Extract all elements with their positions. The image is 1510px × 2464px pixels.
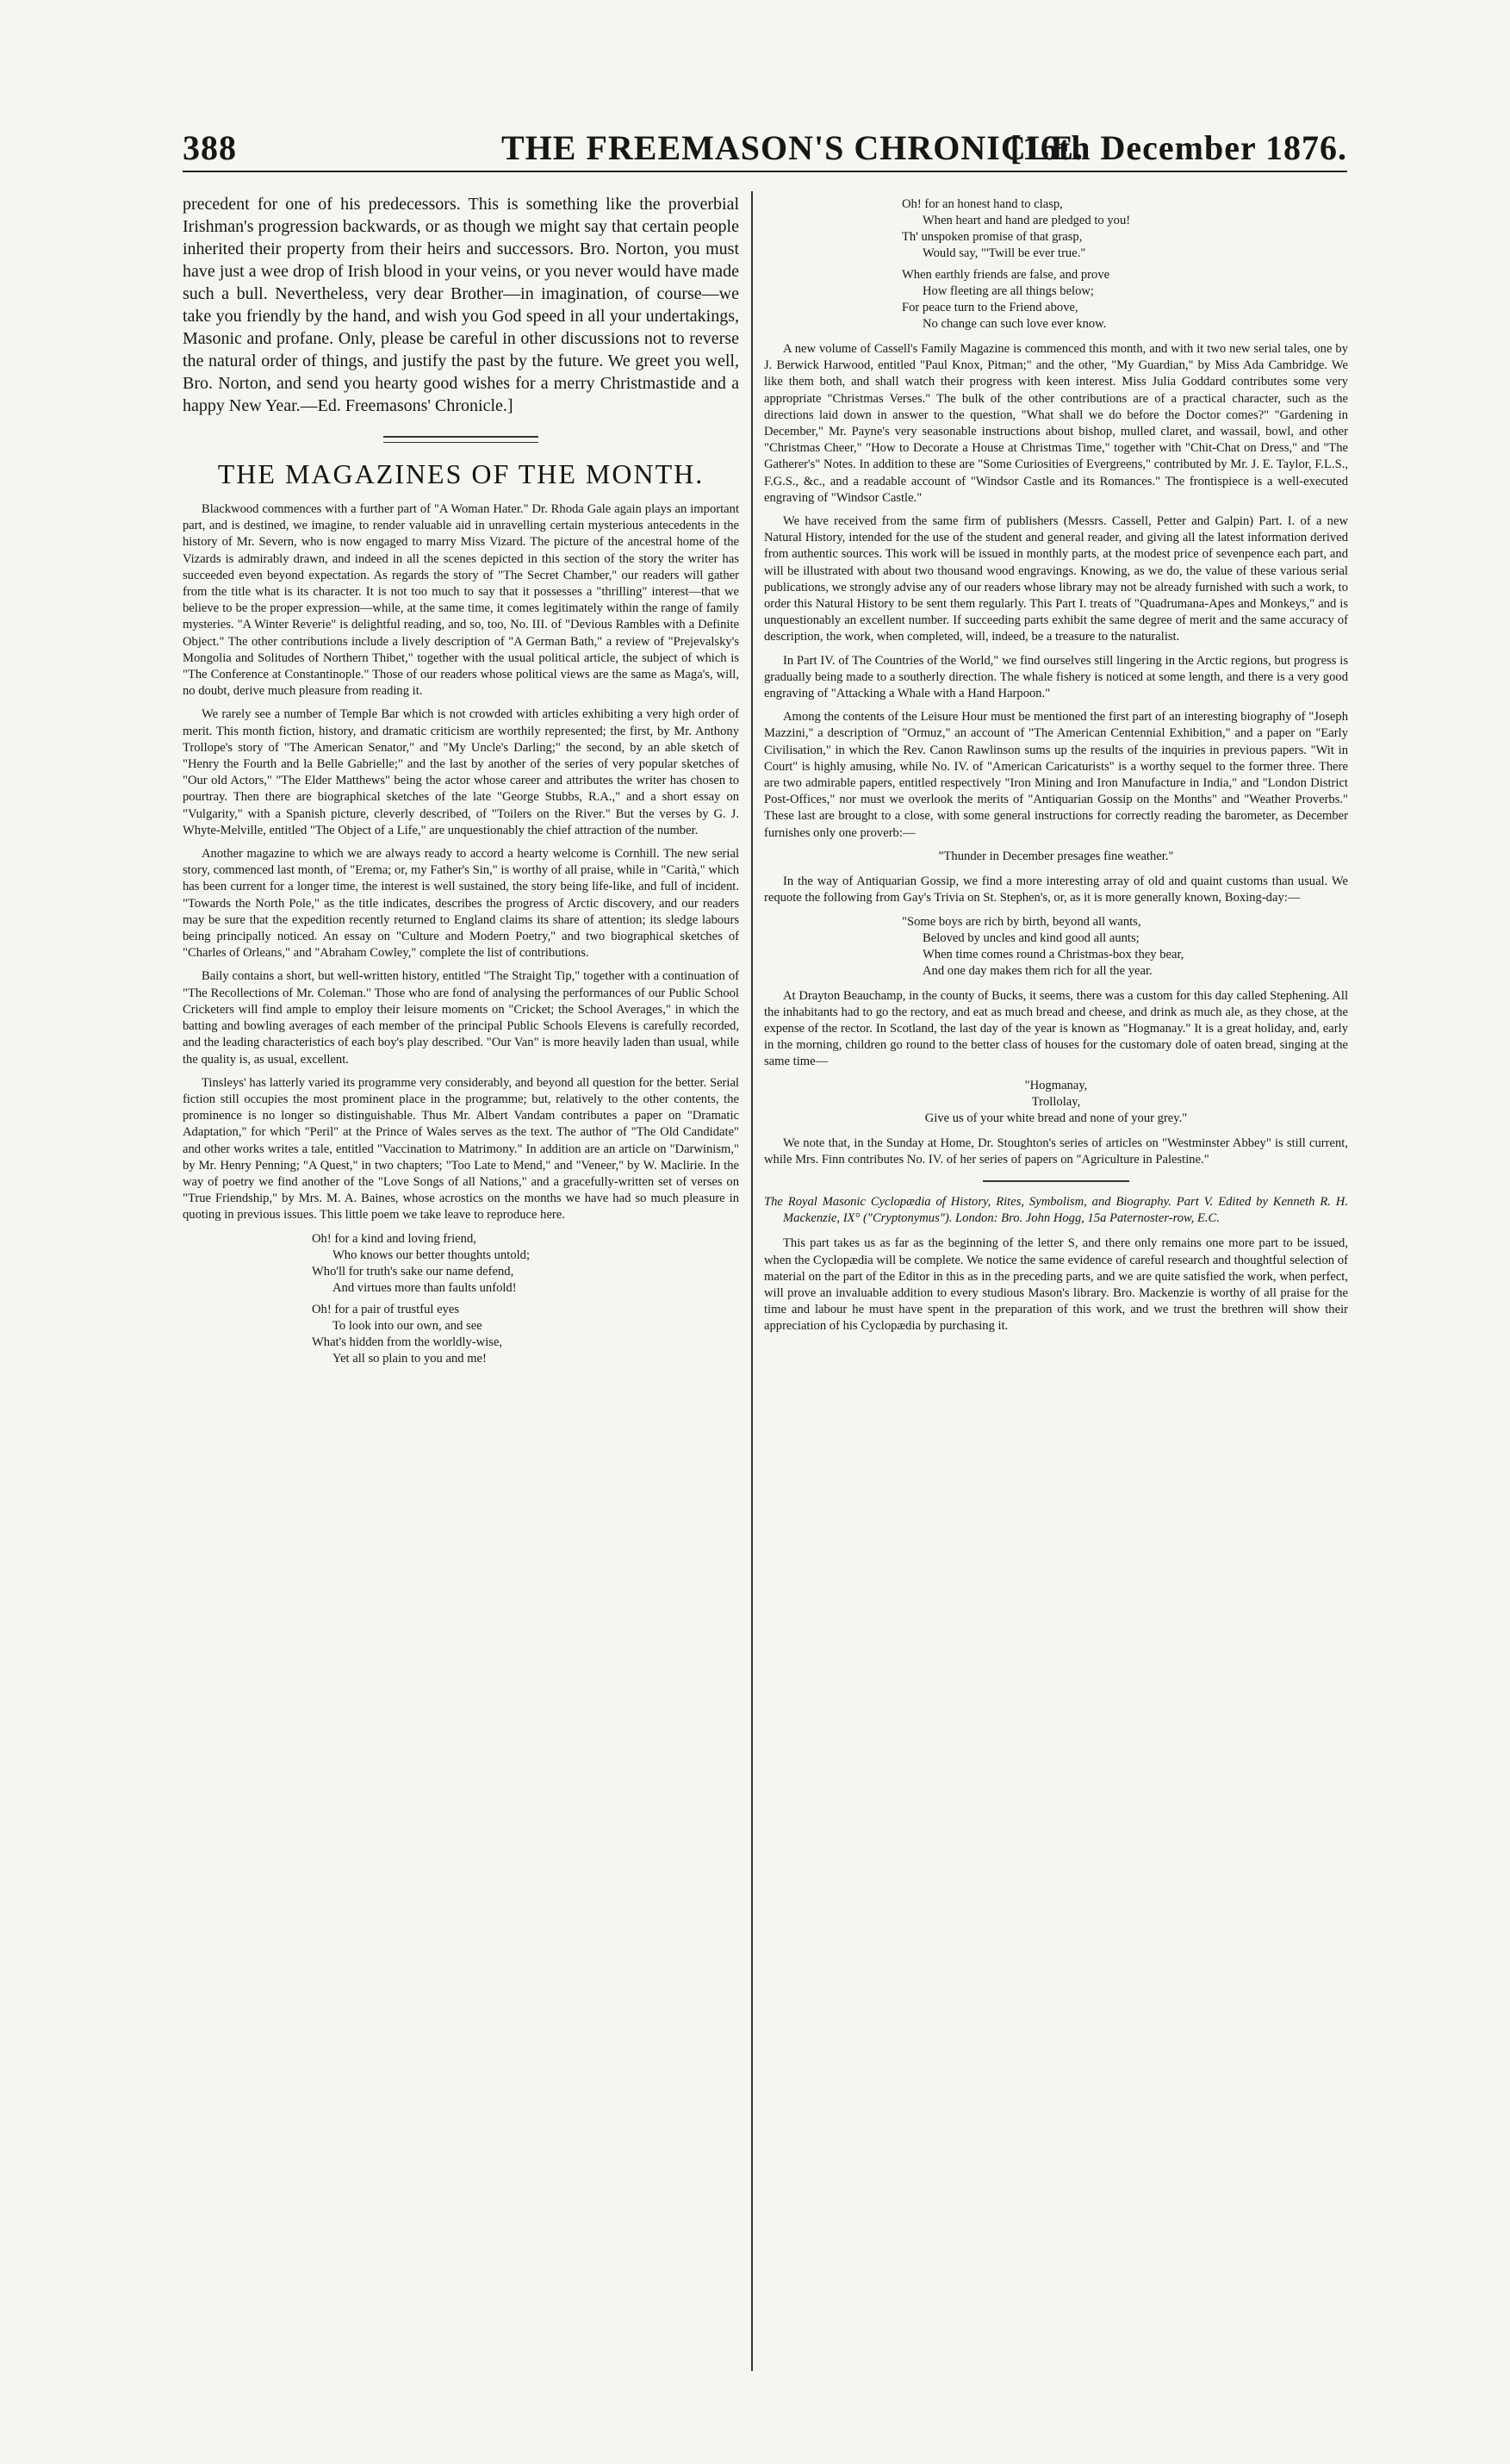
poem-line: Oh! for a kind and loving friend, [312, 1231, 476, 1246]
proverb-quote: "Thunder in December presages fine weather." [938, 849, 1174, 863]
poem-line: No change can such love ever know. [923, 317, 1107, 331]
poem-line: For peace turn to the Friend above, [902, 301, 1078, 314]
paragraph-cyclopaedia-review: This part takes us as far as the beginning of the letter S, and there only remains one more part to be issued, when the Cyclopædia will be complete. We notice the same evidence of careful research and thoughtful selection of material on the part of the Editor in this as in the preceding parts, and we are quite satisfied the work, when perfect, will prove an invaluable addition to every studious Mason's library. Bro. Mackenzie is worthy of all praise for the time and labour he must have spent in the preparation of this work, and we trust the brethren will show their appreciation of his Cyclopædia by purchasing it. [764, 1236, 1348, 1334]
poem-line: And virtues more than faults unfold! [332, 1280, 517, 1295]
page-header [183, 128, 1347, 172]
poem-line: To look into our own, and see [332, 1318, 482, 1333]
verse-line: Trollolay, [1031, 1094, 1081, 1109]
poem-line: And one day makes them rich for all the year. [923, 963, 1153, 978]
verse-line: Give us of your white bread and none of your grey." [924, 1111, 1188, 1125]
publication-title: THE FREEMASON'S CHRONICLE. [501, 128, 1084, 167]
poem-line: When time comes round a Christmas-box they bear, [923, 947, 1184, 961]
section-divider [983, 1180, 1129, 1182]
paragraph-cassells: A new volume of Cassell's Family Magazine is commenced this month, and with it two new serial tales, one by J. Berwick Harwood, entitled "Paul Knox, Pitman;" and the other, "My Guardian," by Miss Ada Cambridge. We like them both, and shall watch their progress with keen interest. Miss Julia Goddard contributes some very appropriate "Christmas Verses." The bulk of the other contributions are of a practical character, such as the directions laid down in answer to the question, "What shall we do before the Doctor comes?" "Gardening in December," Mr. Payne's very seasonable instructions about bishop, mulled claret, and wassail, bowl, and other "Christmas Cheer," "How to Decorate a House at Christmas Time," together with "Chit-Chat on Dress," and "The Gatherer's" Notes. In addition to these are "Some Curiosities of Evergreens," contributed by Mr. J. E. Taylor, F.L.S., F.G.S., &c., and a readable account of "Windsor Castle and its Romances." The frontispiece is a well-executed engraving of "Windsor Castle." [764, 342, 1348, 505]
poem-true-friendship-part1 [183, 1231, 739, 1367]
poem-line: When heart and hand are pledged to you! [923, 214, 1131, 227]
editorial-closing-paragraph: precedent for one of his predecessors. This is something like the proverbial Irishman's progression backwards, or as though we might say that certain people inherited their property from their heirs and successors. Bro. Norton, you must have just a wee drop of Irish blood in your veins, or you never would have made such a bull. Nevertheless, very dear Brother—in imagination, of course—we take you friendly by the hand, and wish you God speed in all your undertakings, Masonic and profane. Only, please be careful in other discussions not to reverse the natural order of things, and justify the past by the future. We greet you well, Bro. Norton, and send you hearty good wishes for a merry Christmastide and a happy New Year.—Ed. Freemasons' Chronicle.] [183, 195, 739, 415]
paragraph-blackwood: Blackwood commences with a further part of "A Woman Hater." Dr. Rhoda Gale again plays an important part, and is destined, we imagine, to render valuable aid in unravelling certain mysterious antecedents in the history of Mr. Severn, who is now engaged to marry Miss Vizard. The picture of the ancestral home of the Vizards is admirably drawn, and indeed in all the scenes depicted in this section of the story the writer has succeeded even beyond expectation. As regards the story of "The Secret Chamber," our readers will gather from the title what is its character. It is not too much to say that it possesses a "thrilling" interest—that we believe to be the proper expression—while, at the same time, it comes legitimately within the range of family mysteries. "A Winter Reverie" is delightful reading, and so, too, No. III. of "Devious Rambles with a Definite Object." The other contributions include a lively description of "A German Bath," a review of "Prejevalsky's Mongolia and Solitudes of Northern Thibet," together with the usual political article, the subject of which is "The Conference at Constantinople." Those of our readers whose political views are the same as Maga's, will, no doubt, derive much pleasure from reading it. [183, 502, 739, 699]
poem-line: Who knows our better thoughts untold; [332, 1248, 531, 1262]
poem-line: What's hidden from the worldly-wise, [312, 1335, 503, 1349]
poem-line: Beloved by uncles and kind good all aunts; [923, 930, 1140, 945]
poem-line: When earthly friends are false, and prove [902, 268, 1110, 282]
paragraph-baily: Baily contains a short, but well-written history, entitled "The Straight Tip," together with a continuation of "The Recollections of Mr. Coleman." Those who are fond of analysing the performances of our Public School Cricketers will find ample to employ their leisure moments on "Cricket; the School Averages," in which the batting and bowling averages of each member of the principal Public Schools Elevens is carefully recorded, and the leading characteristics of each boy's play described. "Our Van" is more heavily laden than usual, while the quality is, as usual, excellent. [183, 969, 739, 1067]
poem-line: Oh! for a pair of trustful eyes [312, 1302, 460, 1316]
verse-line: "Hogmanay, [1024, 1078, 1088, 1092]
poem-line: Would say, "'Twill be ever true." [923, 246, 1086, 260]
paragraph-drayton: At Drayton Beauchamp, in the county of Bucks, it seems, there was a custom for this day called Stephening. All the inhabitants had to go the rectory, and eat as much bread and cheese, and drink as much ale, as they chose, at the expense of the rector. In Scotland, the last day of the year is known as "Hogmanay." It is a great holiday, and, early in the morning, children go round to the better class of houses for the customary dole of oaten bread, singing at the same time— [764, 988, 1348, 1069]
paragraph-temple-bar: We rarely see a number of Temple Bar which is not crowded with articles exhibiting a very high order of merit. This month fiction, history, and dramatic criticism are worthily represented; the first, by Mr. Anthony Trollope's story of "The American Senator," and "My Uncle's Darling;" the second, by an able sketch of "Henry the Fourth and la Belle Gabrielle;" and the last by another of the series of very popular sketches of "Our old Actors," "The Elder Matthews" being the actor whose career and attributes the writer has chosen to pourtray. Then there are biographical sketches of the late "George Stubbs, R.A.," and a short essay on "Vulgarity," with a Spanish picture, cleverly described, of "Toilers on the River." But the verses by G. J. Whyte-Melville, entitled "The Object of a Life," are unquestionably the chief attraction of the number. [183, 707, 739, 837]
book-review-heading: The Royal Masonic Cyclopædia of History, Rites, Symbolism, and Biography. Part V. Edited by Kenneth R. H. Mackenzie, IX° ("Cryptonymus"). London: Bro. John Hogg, 15a Paternoster-row, E.C. [764, 1194, 1348, 1226]
paragraph-natural-history: We have received from the same firm of publishers (Messrs. Cassell, Petter and Galpin) Part. I. of a new Natural History, intended for the use of the student and general reader, and giving all the latest information derived from authentic sources. This work will be issued in monthly parts, at the modest price of sevenpence each part, and will be illustrated with about two thousand wood engravings. Knowing, as we do, the value of these various serial publications, we strongly advise any of our readers whose library may not be already furnished with such a work, to order this Natural History to be sent them regularly. This Part I. treats of "Quadrumana-Apes and Monkeys," and is unquestionably an excellent number. If succeeding parts exhibit the same degree of merit and the same accuracy of description, the work, when completed, will, indeed, be a treasure to the naturalist. [764, 514, 1348, 644]
poem-line: Oh! for an honest hand to clasp, [902, 197, 1063, 211]
poem-true-friendship-part2 [764, 196, 1348, 333]
poem-line: Who'll for truth's sake our name defend, [312, 1264, 514, 1279]
poem-line: Th' unspoken promise of that grasp, [902, 230, 1083, 244]
column-divider [751, 191, 753, 2371]
section-title: THE MAGAZINES OF THE MONTH. [217, 458, 705, 489]
paragraph-antiquarian-gossip: In the way of Antiquarian Gossip, we find a more interesting array of old and quaint customs than usual. We requote the following from Gay's Trivia on St. Stephen's, or, as it is more generally known, Boxing-day:— [764, 874, 1348, 905]
poem-line: "Some boys are rich by birth, beyond all wants, [902, 914, 1141, 929]
hogmanay-verse [764, 1078, 1348, 1127]
poem-boxing-day [764, 914, 1348, 980]
left-column [183, 193, 739, 1376]
page-number: 388 [183, 128, 237, 167]
paragraph-sunday-at-home: We note that, in the Sunday at Home, Dr. Stoughton's series of articles on "Westminster Abbey" is still current, while Mrs. Finn contributes No. IV. of her series of papers on "Agriculture in Palestine." [764, 1136, 1348, 1167]
paragraph-leisure-hour: Among the contents of the Leisure Hour must be mentioned the first part of an interesting biography of "Joseph Mazzini," a description of "Ormuz," an account of "The American Centennial Exhibition," and a paper on "Early Civilisation," in which the Rev. Canon Rawlinson sums up the results of the inquiries in previous papers. "Wit in Court" is highly amusing, while No. IV. of "American Caricaturists" is a worthy sequel to the former three. There are two admirable papers, entitled respectively "Iron Mining and Iron Manufacture in India," and "London District Post-Offices," nor must we overlook the merits of "Antiquarian Gossip on the Months" and "Weather Proverbs." These last are brought to a close, with some general instructions for correctly reading the barometer, as December furnishes only one proverb:— [764, 710, 1348, 840]
poem-line: Yet all so plain to you and me! [332, 1351, 487, 1366]
poem-line: How fleeting are all things below; [923, 284, 1094, 298]
paragraph-tinsleys: Tinsleys' has latterly varied its programme very considerably, and beyond all question for the better. Serial fiction still occupies the most prominent place in the programme; but, relatively to the other contents, the prominence is no longer so distinguishable. Thus Mr. Albert Vandam contributes a paper on "Dramatic Adaptation," for which "Peril" at the Prince of Wales serves as the text. The author of "The Old Candidate" and other works writes a tale, entitled "Vaccination to Matrimony." In addition are an article on "Darwinism," by Mr. Henry Penning; "A Quest," in two chapters; "Too Late to Mend," and "Veneer," by W. Maclirie. In the way of poetry we find another of the "Love Songs of all Nations," and a gracefully-written set of verses on "True Friendship," by Mrs. M. A. Baines, whose acrostics on the months we have had so much pleasure in quoting in previous issues. This little poem we take leave to reproduce here. [183, 1075, 739, 1223]
right-column [764, 193, 1348, 1342]
paragraph-countries: In Part IV. of The Countries of the World," we find ourselves still lingering in the Arctic regions, but progress is gradually being made to a southerly direction. The whale fishery is noticed at some length, and there is a very good engraving of "Attacking a Whale with a Hand Harpoon." [764, 653, 1348, 701]
section-divider [383, 436, 538, 443]
issue-date: [16th December 1876. [1010, 128, 1347, 167]
paragraph-cornhill: Another magazine to which we are always ready to accord a hearty welcome is Cornhill. The new serial story, commenced last month, of "Erema; or, my Father's Sin," is worthy of all praise, while in "Carità," which has been current for a longer time, the interest is well sustained, the story being life-like, and full of incident. "Towards the North Pole," as the title indicates, describes the progress of Arctic discovery, and our readers may be sure that the expedition recently returned to England claims its share of attention; its sledge labours being principally noticed. An essay on "Culture and Modern Poetry," and two biographical sketches of "Charles of Orleans," and "Abraham Cowley," complete the list of contributions. [183, 847, 739, 961]
